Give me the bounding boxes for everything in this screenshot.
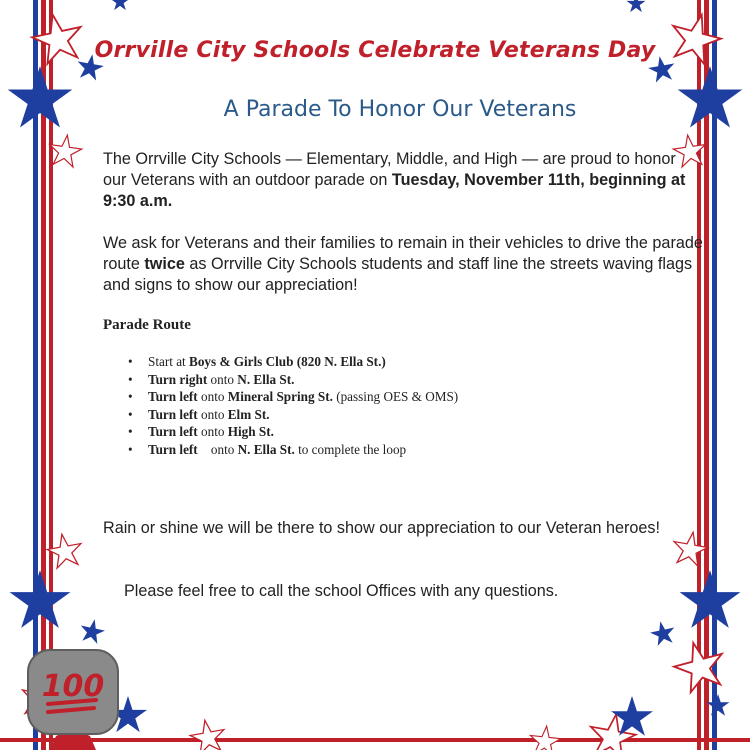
intro-text: The Orrville City Schools — Elementary, Middle, and High — are proud to honor our Veterans with an outdoor parade on: [103, 150, 676, 189]
bullet: •: [128, 441, 133, 457]
route-step-direction: Turn left: [148, 389, 198, 404]
route-step: [128, 353, 458, 371]
route-step-street: N. Ella St.: [237, 371, 295, 387]
hundred-points-sticker: [26, 648, 120, 750]
intro-date: Tuesday, November 11th, beginning at 9:30 a.m.: [103, 171, 686, 210]
route-step-direction: Turn left: [148, 406, 198, 422]
route-step-text: onto: [197, 406, 228, 422]
route-step-direction: Turn left: [148, 441, 198, 457]
route-heading: Parade Route: [103, 317, 191, 333]
hundred-points-icon: 100: [41, 669, 105, 704]
route-step-street: Mineral Spring St.: [227, 389, 333, 404]
flyer-subtitle: A Parade To Honor Our Veterans: [223, 97, 577, 122]
bullet: •: [128, 389, 133, 404]
route-step: [128, 371, 458, 389]
closing-paragraph: Rain or shine we will be there to show our appreciation to our Veteran heroes!: [103, 519, 660, 537]
route-step-street: Elm St.: [227, 406, 270, 422]
route-step-text: onto: [207, 371, 238, 387]
intro-paragraph: [103, 149, 703, 212]
route-step-location: Boys & Girls Club (820 N. Ella St.): [189, 354, 386, 369]
route-step-note: to complete the loop: [294, 441, 407, 457]
request-text-start: We ask for Veterans and their families to remain in their vehicles to drive the parade route: [103, 234, 703, 273]
route-step-street: N. Ella St.: [237, 441, 295, 457]
bullet: •: [128, 354, 133, 369]
request-text-end: as Orrville City Schools students and staff line the streets waving flags and signs to show our appreciation!: [103, 255, 693, 294]
request-emphasis: twice: [144, 255, 185, 273]
route-step-note: (passing OES & OMS): [332, 389, 459, 404]
contact-line: Please feel free to call the school Offices with any questions.: [124, 582, 559, 600]
route-list: [128, 353, 458, 458]
route-step-direction: Turn right: [148, 371, 208, 387]
route-step-text: onto: [197, 389, 228, 404]
request-paragraph: [103, 233, 703, 296]
route-step: [128, 406, 458, 424]
route-step-text: onto: [197, 441, 238, 457]
route-step: [128, 441, 458, 459]
route-step-direction: Turn left: [148, 424, 198, 439]
route-step-text: onto: [197, 424, 228, 439]
bullet: •: [128, 406, 133, 422]
route-step-street: High St.: [227, 424, 274, 439]
route-step: [128, 388, 458, 406]
route-step-text: Start at: [148, 354, 190, 369]
flyer-title: Orrville City Schools Celebrate Veterans Day: [94, 38, 656, 63]
bullet: •: [128, 371, 133, 387]
route-step: [128, 423, 458, 441]
bullet: •: [128, 424, 133, 439]
